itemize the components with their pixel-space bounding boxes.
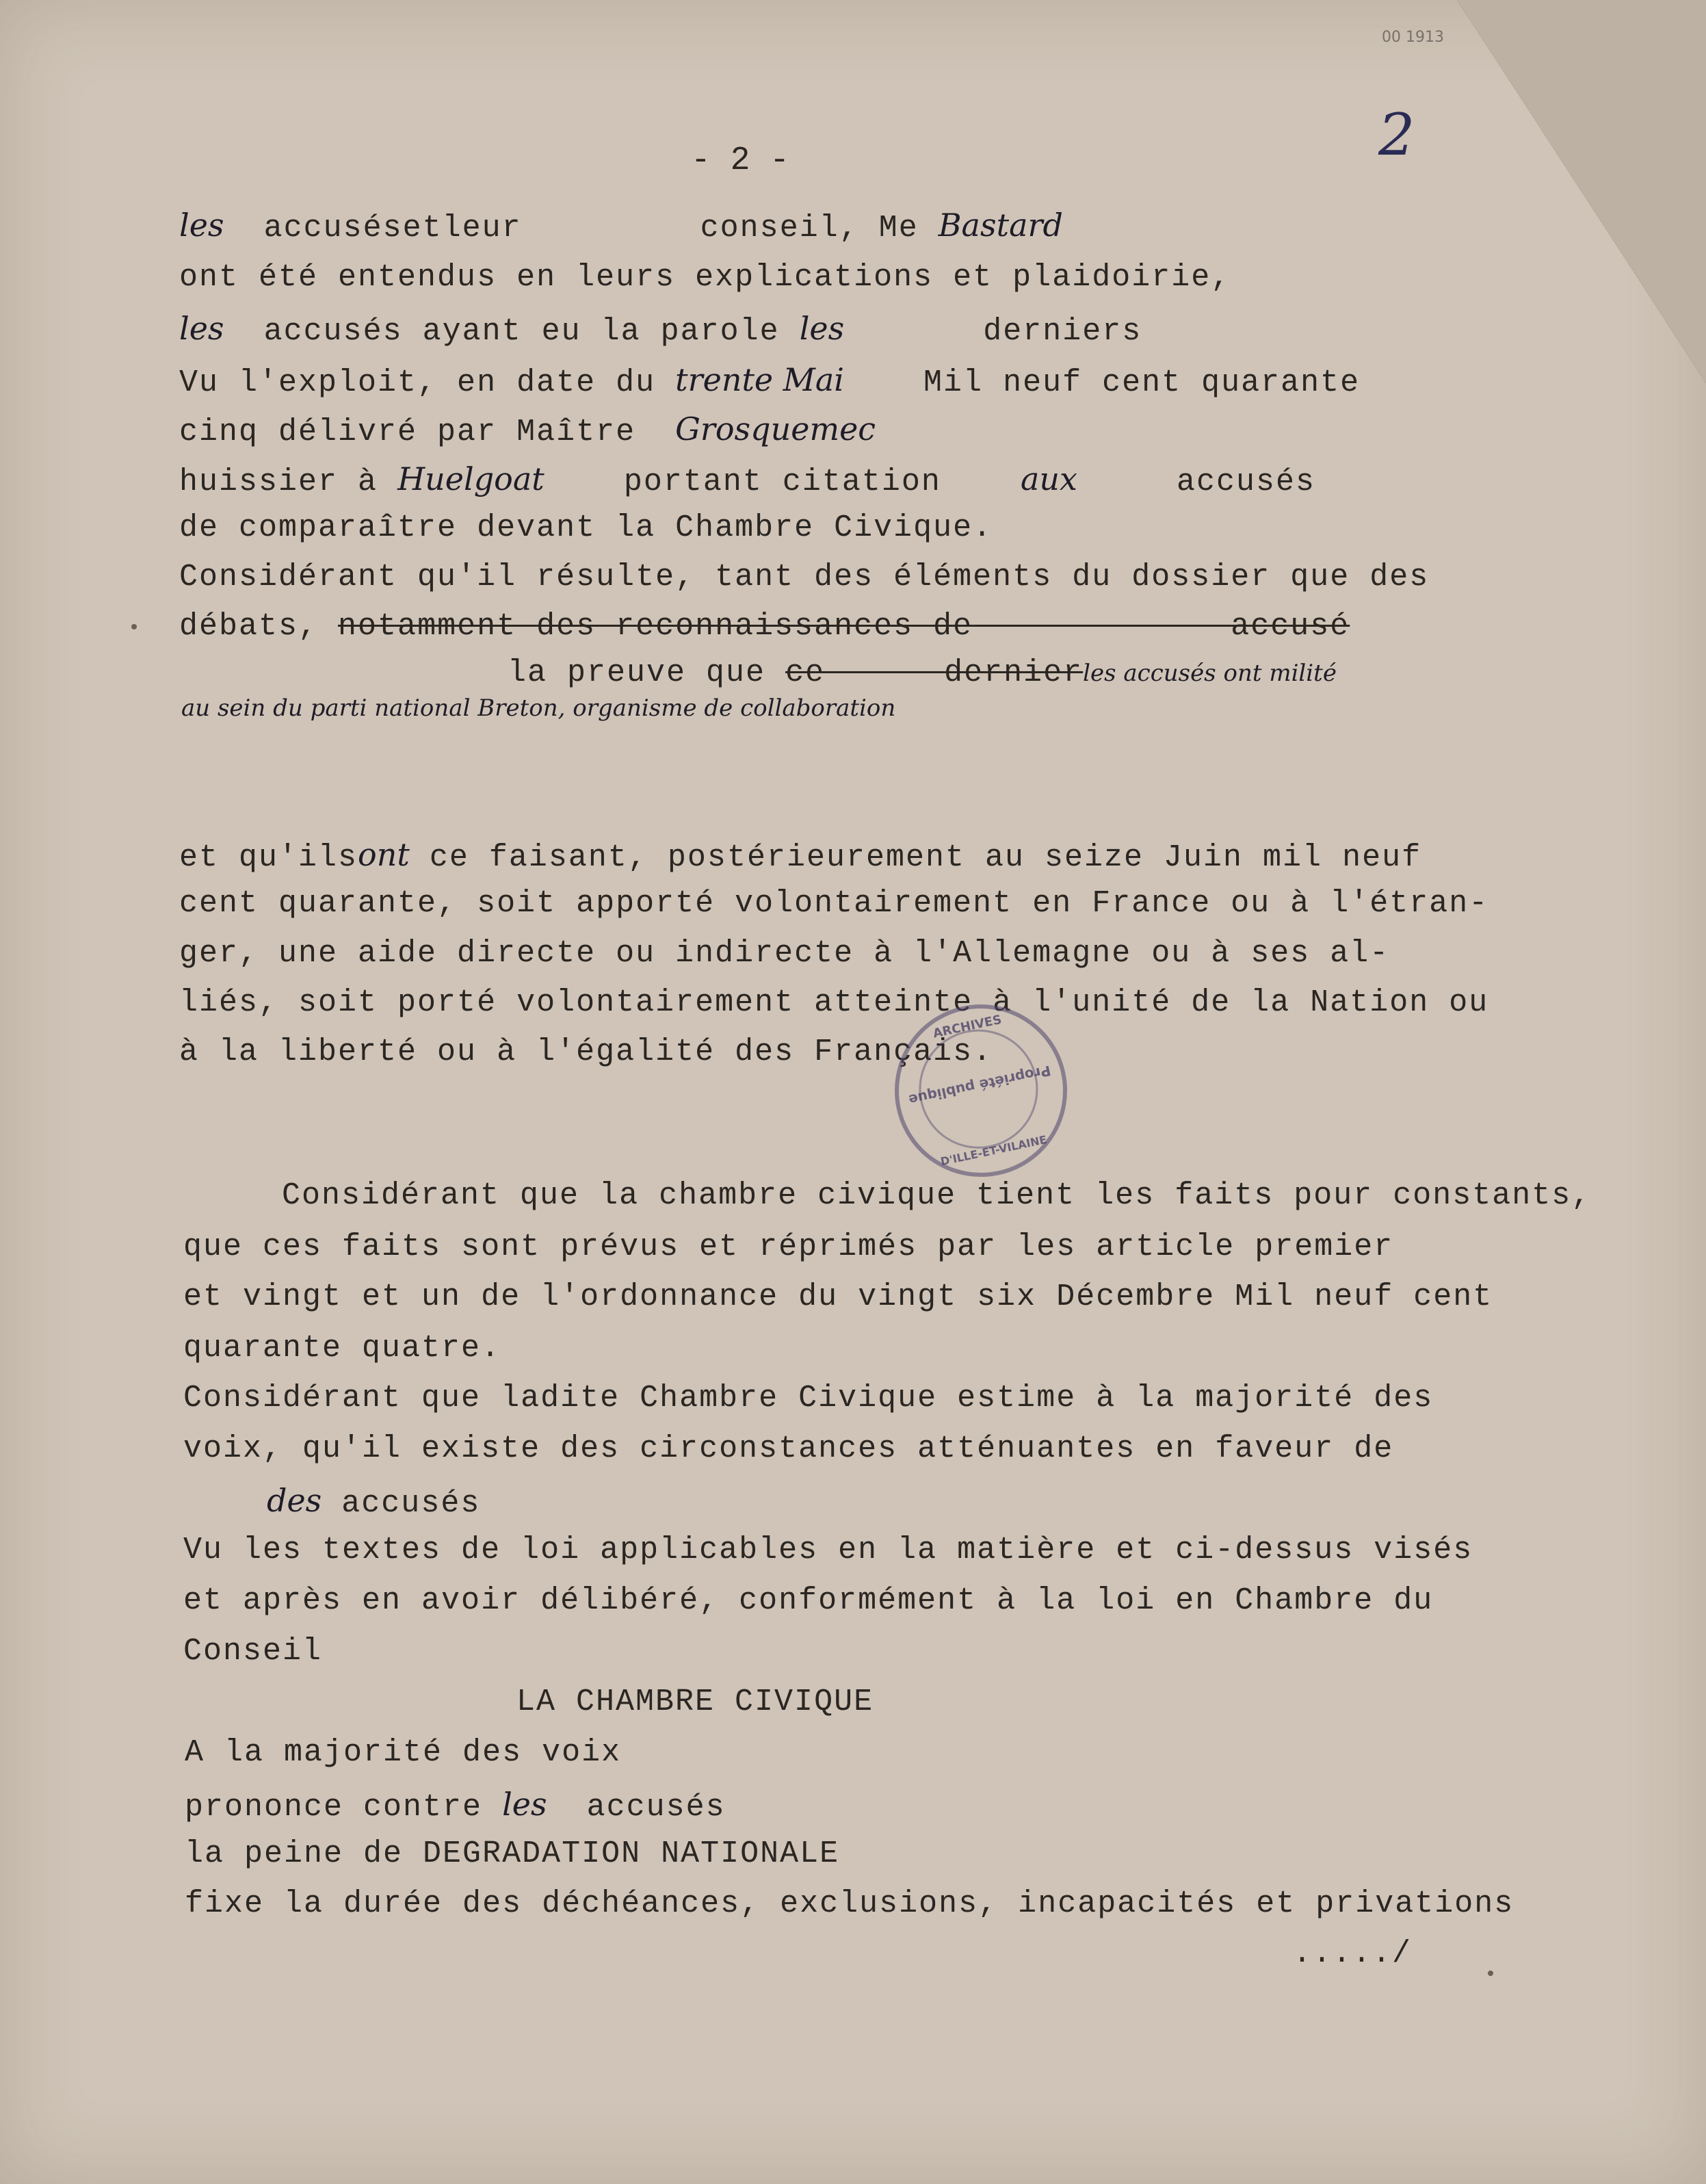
- text-line-6: huissier à Huelgoat portant citation aux accusés: [179, 460, 1315, 499]
- text-line-24: Vu les textes de loi applicables en la matière et ci-dessus visés: [183, 1533, 1473, 1568]
- text-line-17: Considérant que la chambre civique tient les faits pour constants,: [282, 1178, 1592, 1213]
- text-line-8: Considérant qu'il résulte, tant des éléments du dossier que des: [179, 560, 1430, 595]
- text-line-13: cent quarante, soit apporté volontairement en France ou à l'étran-: [179, 886, 1489, 921]
- text-line-22: voix, qu'il existe des circonstances atténuantes en faveur de: [183, 1431, 1394, 1466]
- text-line-16: à la liberté ou à l'égalité des Français.: [179, 1035, 993, 1069]
- text-line-12: et qu'ilsont ce faisant, postérieurement au seize Juin mil neuf: [179, 836, 1422, 875]
- text-line-5: cinq délivré par Maître Grosquemec: [179, 411, 876, 450]
- text-line-23: des accusés: [267, 1482, 481, 1521]
- page-number: - 2 -: [691, 142, 790, 179]
- text-line-3: les accusés ayant eu la parole les derniers: [179, 310, 1142, 349]
- ink-dot: [1488, 1971, 1493, 1976]
- struck-text: notamment des reconnaissances de: [338, 609, 973, 644]
- text-line-18: que ces faits sont prévus et réprimés par les article premier: [183, 1230, 1394, 1264]
- text-line-26: Conseil: [183, 1634, 323, 1669]
- text-line-9: débats, notamment des reconnaissances de accusé: [179, 609, 1350, 644]
- text-line-29: prononce contre les accusés: [185, 1786, 726, 1825]
- text-line-7: de comparaître devant la Chambre Civique.: [179, 510, 993, 545]
- text-line-1: les accusésetleur conseil, Me Bastard: [179, 207, 1063, 246]
- corner-reference: 00 1913: [1382, 29, 1444, 46]
- text-line-21: Considérant que ladite Chambre Civique estime à la majorité des: [183, 1381, 1434, 1416]
- text-line-31: fixe la durée des déchéances, exclusions, incapacités et privations: [185, 1886, 1514, 1921]
- archives-stamp: ARCHIVES Propriété publique D'ILLE-ET-VILAINE: [879, 989, 1084, 1193]
- continuation-mark: ...../: [1293, 1936, 1413, 1971]
- text-line-20: quarante quatre.: [183, 1331, 501, 1366]
- text-line-28: A la majorité des voix: [185, 1735, 622, 1770]
- text-line-10: la preuve que ce dernierles accusés ont milité: [508, 655, 1337, 690]
- text-line-15: liés, soit porté volontairement atteinte à l'unité de la Nation ou: [179, 985, 1489, 1020]
- handwritten-page-number: 2: [1378, 101, 1415, 168]
- text-line-4: Vu l'exploit, en date du trente Mai Mil neuf cent quarante: [179, 361, 1361, 400]
- text-line-30: la peine de DEGRADATION NATIONALE: [185, 1836, 840, 1871]
- text-line-25: et après en avoir délibéré, conformément à la loi en Chambre du: [183, 1583, 1434, 1618]
- text-line-2: ont été entendus en leurs explications et plaidoirie,: [179, 260, 1231, 295]
- text-line-19: et vingt et un de l'ordonnance du vingt six Décembre Mil neuf cent: [183, 1279, 1493, 1314]
- ink-dot: [131, 624, 137, 629]
- text-line-11-handwritten: au sein du parti national Breton, organisme de collaboration: [181, 694, 896, 722]
- section-heading: LA CHAMBRE CIVIQUE: [516, 1685, 874, 1719]
- text-line-14: ger, une aide directe ou indirecte à l'Allemagne ou à ses al-: [179, 936, 1390, 971]
